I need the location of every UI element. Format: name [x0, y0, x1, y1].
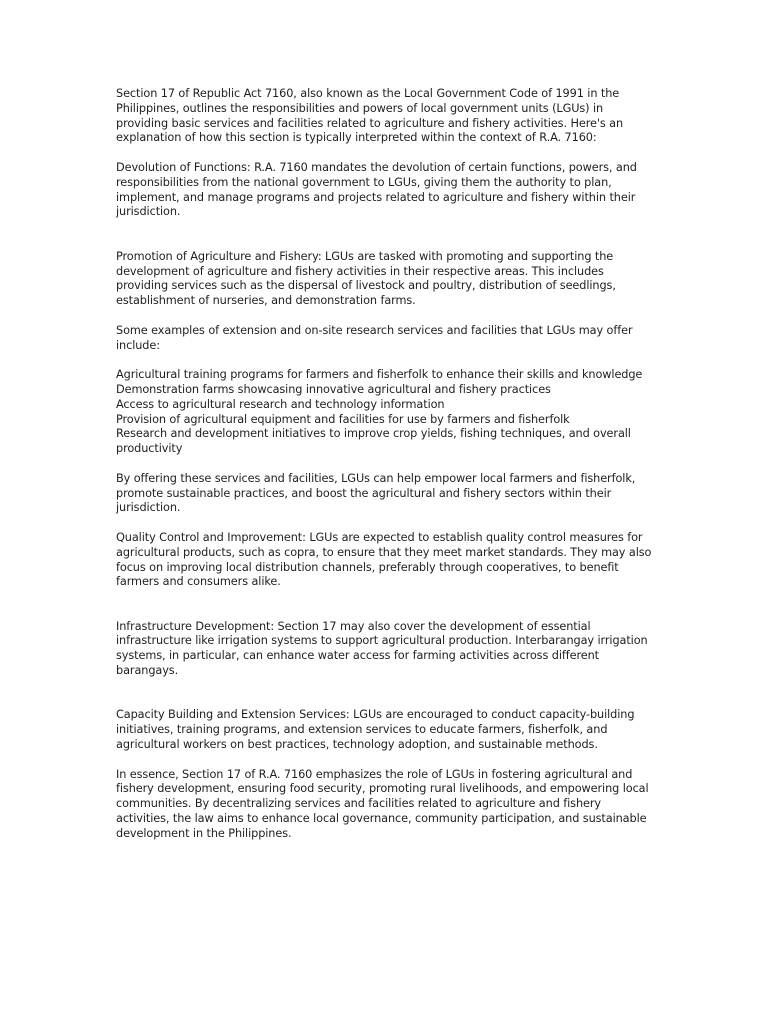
list-item: Provision of agricultural equipment and facilities for use by farmers and fisherfolk	[116, 412, 570, 426]
list-item: Research and development initiatives to improve crop yields, fishing techniques, and overall productivity	[116, 427, 631, 456]
list-item: Agricultural training programs for farmers and fisherfolk to enhance their skills and knowledge	[116, 368, 643, 382]
paragraph-spacer	[116, 590, 656, 620]
paragraph-spacer	[116, 679, 656, 709]
paragraph-spacer	[116, 309, 656, 324]
quality-control-paragraph: Quality Control and Improvement: LGUs are expected to establish quality control measures for agricultural products, such as copra, to ensure that they meet market standards. They may also focus on improving local distribution channels, preferably through cooperatives, to benefit farmers and consumers alike.	[116, 530, 652, 589]
list-item: Access to agricultural research and technology information	[116, 397, 445, 411]
paragraph-spacer	[116, 516, 656, 531]
capacity-building-paragraph: Capacity Building and Extension Services: LGUs are encouraged to conduct capacity-building initiatives, training programs, and extension services to educate farmers, fisherfolk, and agricultural workers on best practices, technology adoption, and sustainable methods.	[116, 708, 635, 752]
conclusion-paragraph: In essence, Section 17 of R.A. 7160 emphasizes the role of LGUs in fostering agricultural and fishery development, ensuring food security, promoting rural livelihoods, and empowering local communities. By decentralizing services and facilities related to agriculture and fishery activities, the law aims to enhance local governance, community participation, and sustainable development in the Philippines.	[116, 767, 649, 840]
examples-list	[116, 368, 656, 457]
devolution-paragraph: Devolution of Functions: R.A. 7160 mandates the devolution of certain functions, powers, and responsibilities from the national government to LGUs, giving them the authority to plan, implement, and manage programs and projects related to agriculture and fishery within their jurisdiction.	[116, 160, 637, 219]
document-body	[116, 87, 656, 842]
intro-paragraph: Section 17 of Republic Act 7160, also known as the Local Government Code of 1991 in the Philippines, outlines the responsibilities and powers of local government units (LGUs) in providing basic services and facilities related to agriculture and fishery activities. Here's an explanation of how this section is typically interpreted within the context of R.A. 7160:	[116, 87, 624, 145]
paragraph-spacer	[116, 220, 656, 250]
infrastructure-paragraph: Infrastructure Development: Section 17 may also cover the development of essential infrastructure like irrigation systems to support agricultural production. Interbarangay irrigation systems, in particular, can enhance water access for farming activities across different barangays.	[116, 619, 648, 678]
empowerment-paragraph: By offering these services and facilities, LGUs can help empower local farmers and fisherfolk, promote sustainable practices, and boost the agricultural and fishery sectors within their jurisdiction.	[116, 471, 636, 515]
paragraph-spacer	[116, 146, 656, 161]
list-item: Demonstration farms showcasing innovative agricultural and fishery practices	[116, 382, 551, 396]
paragraph-spacer	[116, 353, 656, 368]
examples-intro-paragraph: Some examples of extension and on-site research services and facilities that LGUs may offer include:	[116, 323, 633, 352]
paragraph-spacer	[116, 457, 656, 472]
promotion-paragraph: Promotion of Agriculture and Fishery: LGUs are tasked with promoting and supporting the development of agriculture and fishery activities in their respective areas. This includes providing services such as the dispersal of livestock and poultry, distribution of seedlings, establishment of nurseries, and demonstration farms.	[116, 249, 616, 308]
paragraph-spacer	[116, 753, 656, 768]
